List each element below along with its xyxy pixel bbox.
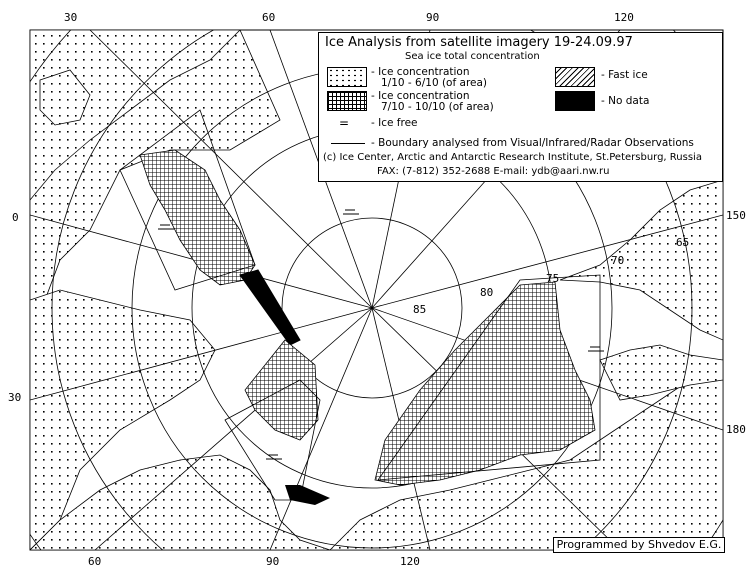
lon-bottom-60: 60 <box>88 555 102 568</box>
swatch-no-data <box>555 91 595 111</box>
programmed-by: Programmed by Shvedov E.G. <box>553 537 725 553</box>
lon-left-30: 30 <box>8 391 22 404</box>
legend-item2-line1: - Ice concentration <box>371 90 470 102</box>
lat-label-80: 80 <box>480 286 494 299</box>
boundary-line-icon <box>331 143 365 144</box>
legend-subtitle: Sea ice total concentration <box>405 51 540 62</box>
swatch-ice-high <box>327 91 367 111</box>
legend-contact: FAX: (7-812) 352-2688 E-mail: ydb@aari.nw.ru <box>377 166 610 177</box>
lon-bottom-120: 120 <box>400 555 420 568</box>
lon-top-60: 60 <box>262 11 276 24</box>
legend-item3: - Ice free <box>371 117 418 129</box>
ice-free-icon: = <box>339 116 350 130</box>
legend-item4: - Fast ice <box>601 69 648 81</box>
lon-right-150: 150 <box>726 209 746 222</box>
lat-label-65: 65 <box>676 236 690 249</box>
legend-item2-line2: 7/10 - 10/10 (of area) <box>381 101 494 113</box>
legend-credit: (c) Ice Center, Arctic and Antarctic Research Institute, St.Petersburg, Russia <box>323 152 702 163</box>
lat-label-70: 70 <box>611 254 625 267</box>
swatch-fast-ice <box>555 67 595 87</box>
legend-item5: - No data <box>601 95 650 107</box>
lon-left-0: 0 <box>12 211 19 224</box>
legend-boundary: - Boundary analysed from Visual/Infrared/Radar Observations <box>371 137 694 149</box>
legend-item1-line2: 1/10 - 6/10 (of area) <box>381 77 488 89</box>
legend-item1-line1: - Ice concentration <box>371 66 470 78</box>
lon-right-180: 180 <box>726 423 746 436</box>
swatch-ice-low <box>327 67 367 87</box>
lon-top-120: 120 <box>614 11 634 24</box>
lon-top-30: 30 <box>64 11 78 24</box>
legend-panel <box>318 32 723 182</box>
lat-label-75: 75 <box>546 272 560 285</box>
legend-title: Ice Analysis from satellite imagery 19-24.09.97 <box>325 35 633 50</box>
lon-top-90: 90 <box>426 11 440 24</box>
lon-bottom-90: 90 <box>266 555 280 568</box>
lat-label-85: 85 <box>413 303 427 316</box>
